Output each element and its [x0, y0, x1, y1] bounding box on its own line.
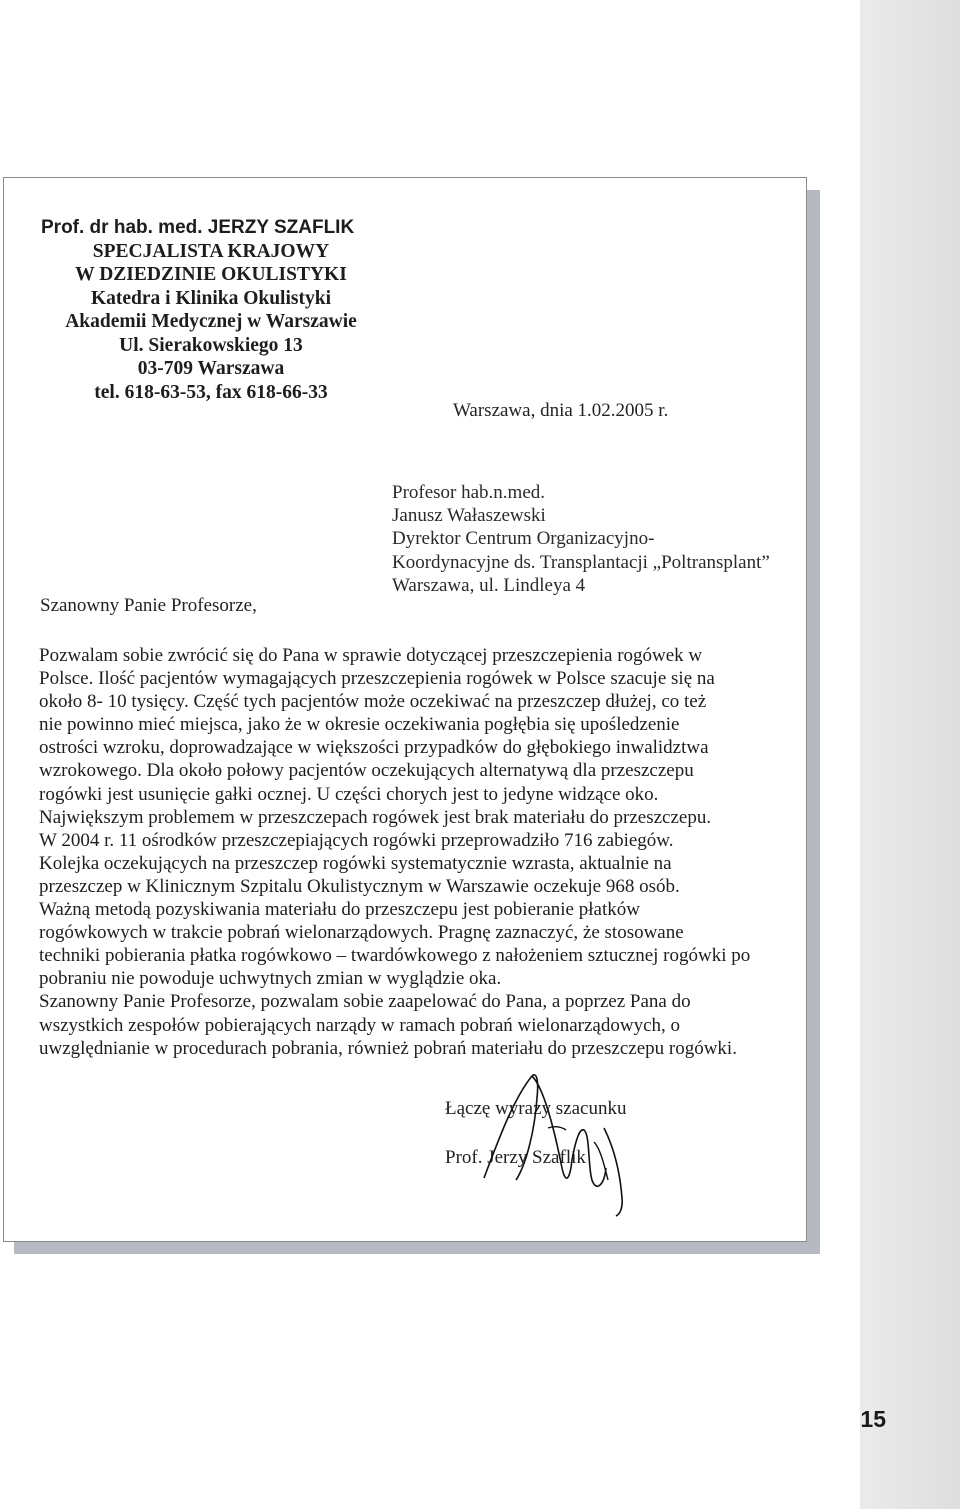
body-line: Kolejka oczekujących na przeszczep rogówki systematycznie wzrasta, aktualnie na	[39, 852, 672, 874]
letterhead-line: 03-709 Warszawa	[137, 358, 285, 379]
page-margin-strip	[860, 0, 960, 1509]
letterhead-name: Prof. dr hab. med. JERZY SZAFLIK	[41, 217, 355, 238]
recipient-line: Koordynacyjne ds. Transplantacji „Poltransplant”	[392, 551, 770, 573]
page-number: 15	[860, 1406, 886, 1432]
body-line: ostrości wzroku, doprowadzające w większości przypadków do głębokiego inwalidztwa	[39, 737, 709, 759]
body-line: rogówkowych w trakcie pobrań wielonarządowych. Pragnę zaznaczyć, że stosowane	[39, 922, 684, 944]
body-line: Pozwalam sobie zwrócić się do Pana w sprawie dotyczącej przeszczepienia rogówek w	[39, 645, 703, 666]
recipient-line: Profesor hab.n.med.	[392, 482, 546, 503]
body-line: Szanowny Panie Profesorze, pozwalam sobie zaapelować do Pana, a poprzez Pana do	[39, 991, 691, 1013]
body-line: wszystkich zespołów pobierających narządy w ramach pobrań wielonarządowych, o	[39, 1014, 680, 1036]
letterhead-line: Akademii Medycznej w Warszawie	[65, 311, 357, 332]
body-line: około 8- 10 tysięcy. Część tych pacjentów może oczekiwać na przeszczep dłużej, co też	[39, 691, 707, 713]
recipient-line: Warszawa, ul. Lindleya 4	[392, 574, 586, 596]
signer-name: Prof. Jerzy Szaflik	[445, 1147, 586, 1168]
body-line: Ważną metodą pozyskiwania materiału do przeszczepu jest pobieranie płatków	[39, 899, 640, 921]
body-line: uwzględnianie w procedurach pobrania, również pobrań materiału do przeszczepu rogówki.	[39, 1037, 737, 1059]
letterhead-line: SPECJALISTA KRAJOWY	[92, 240, 330, 262]
body-line: Polsce. Ilość pacjentów wymagających przeszczepienia rogówek w Polsce szacuje się na	[39, 668, 715, 690]
closing-phrase: Łączę wyrazy szacunku	[445, 1098, 627, 1119]
letter-date: Warszawa, dnia 1.02.2005 r.	[453, 400, 669, 421]
recipient-line: Janusz Wałaszewski	[392, 505, 546, 527]
letterhead-line: W DZIEDZINIE OKULISTYKI	[75, 264, 347, 285]
salutation: Szanowny Panie Profesorze,	[40, 595, 257, 616]
letter-document	[3, 177, 807, 1242]
letterhead-line: tel. 618-63-53, fax 618-66-33	[94, 381, 328, 403]
letter-body	[39, 644, 779, 1060]
body-line: pobraniu nie powoduje uchwytnych zmian w wyglądzie oka.	[39, 968, 502, 990]
body-line: przeszczep w Klinicznym Szpitalu Okulistycznym w Warszawie oczekuje 968 osób.	[39, 875, 680, 897]
letterhead	[41, 216, 381, 404]
body-line: rogówki jest usunięcie gałki ocznej. U części chorych jest to jedyne widzące oko.	[39, 783, 659, 805]
letterhead-line: Katedra i Klinika Okulistyki	[90, 287, 331, 309]
recipient-address	[392, 481, 770, 597]
recipient-line: Dyrektor Centrum Organizacyjno-	[392, 528, 655, 550]
body-line: nie powinno mieć miejsca, jako że w okresie oczekiwania pogłębia się upośledzenie	[39, 714, 680, 736]
letterhead-line: Ul. Sierakowskiego 13	[119, 334, 303, 356]
body-line: W 2004 r. 11 ośrodków przeszczepiających rogówki przeprowadziło 716 zabiegów.	[39, 829, 674, 851]
handwritten-signature	[444, 1068, 644, 1218]
body-line: wzrokowego. Dla około połowy pacjentów oczekujących alternatywą dla przeszczepu	[39, 760, 694, 782]
body-line: Największym problemem w przeszczepach rogówek jest brak materiału do przeszczepu.	[39, 806, 712, 828]
body-line: techniki pobierania płatka rogówkowo – twardówkowego z nałożeniem sztucznej rogówki po	[39, 945, 751, 967]
